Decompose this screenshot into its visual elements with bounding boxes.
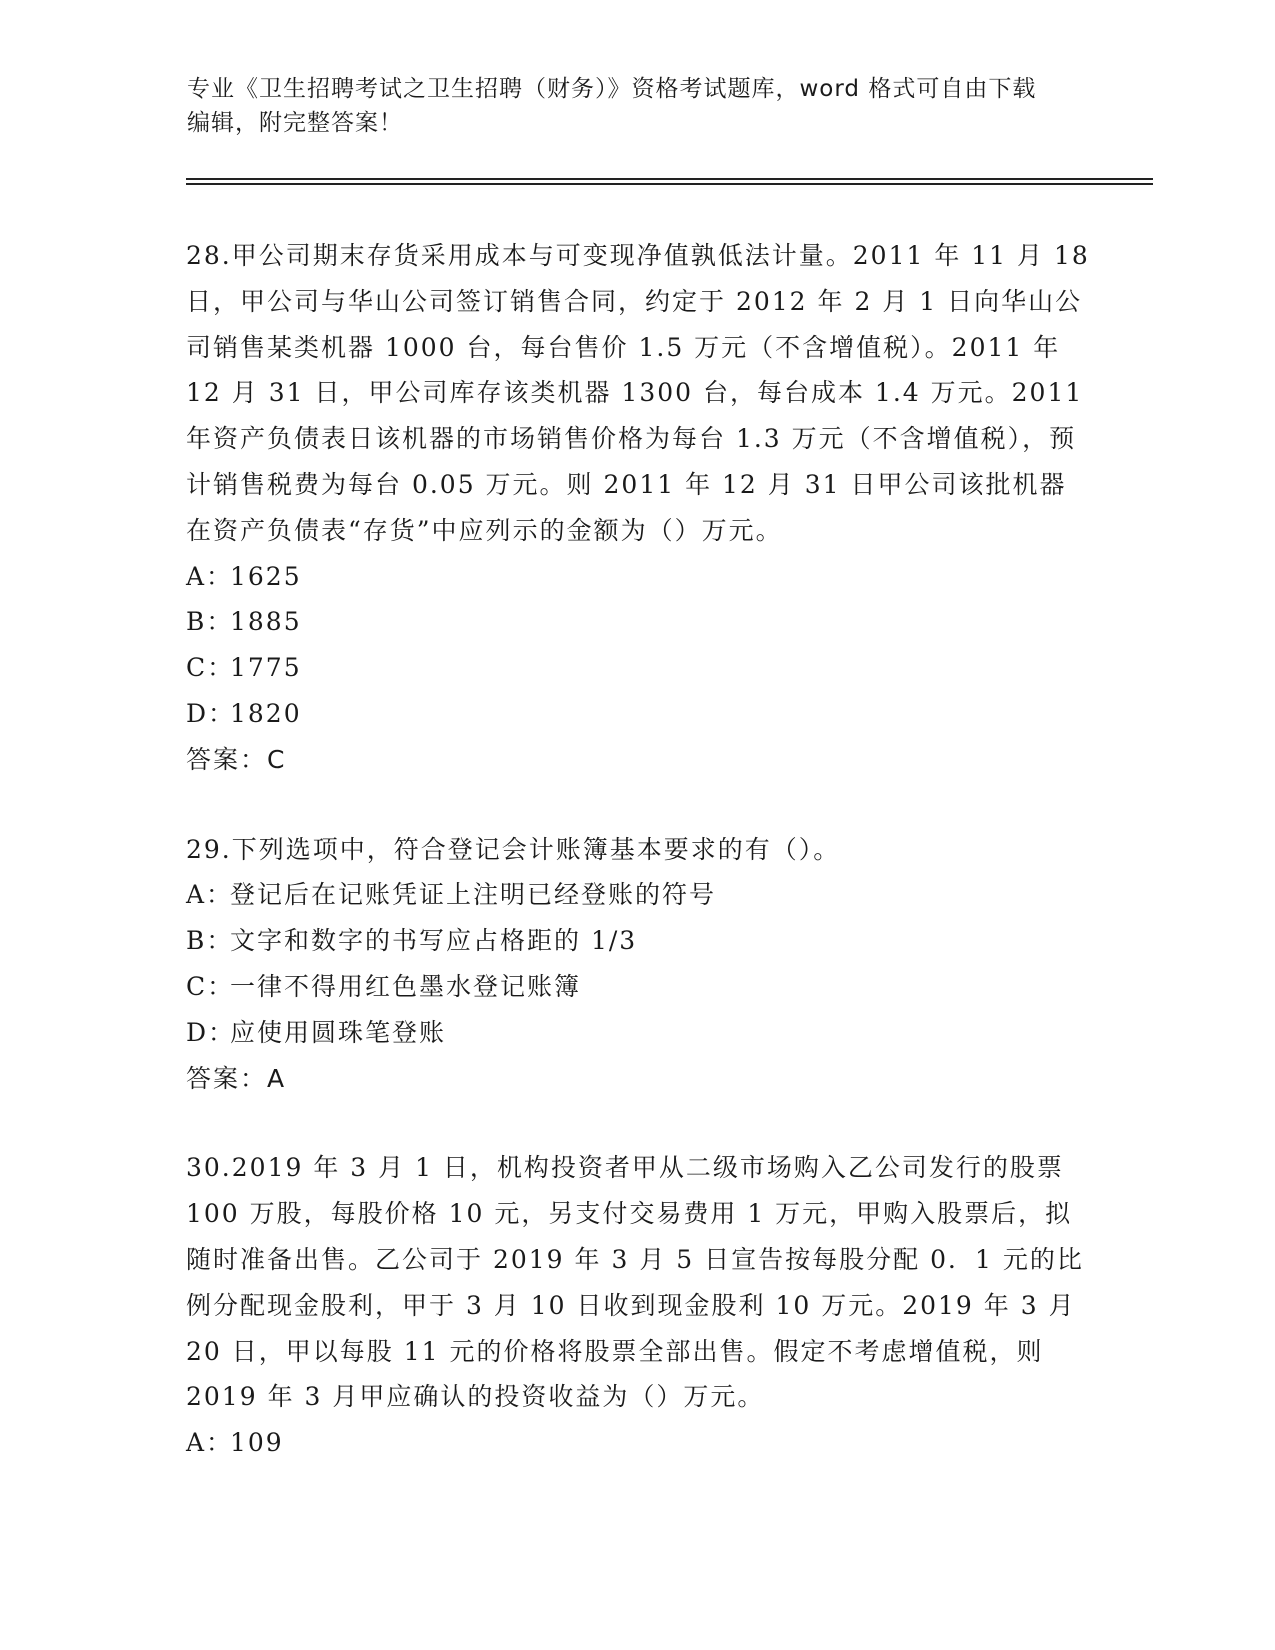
option-a [186, 554, 1091, 600]
option-letter: C： [186, 653, 235, 683]
header-divider-top [186, 178, 1153, 180]
option-text: 1625 [230, 561, 302, 591]
question-29 [186, 827, 1091, 1102]
option-letter: B： [186, 607, 234, 637]
option-text: 1885 [230, 607, 302, 637]
question-28 [186, 233, 1091, 783]
option-text: 文字和数字的书写应占格距的 1/3 [230, 926, 638, 956]
option-letter: B： [186, 926, 234, 956]
option-c [186, 964, 1091, 1010]
option-text: 1820 [230, 698, 302, 728]
question-text: 30.2019 年 3 月 1 日，机构投资者甲从二级市场购入乙公司发行的股票 100 万股，每股价格 10 元，另支付交易费用 1 万元，甲购入股票后，拟随时准备出售。乙公司于 2019 年 3 月 5 日宣告按每股分配 0．1 元的比例分配现金股利，甲于 3 月 10 日收到现金股利 10 万元。2019 年 3 月 20 日，甲以每股 11 元的价格将股票全部出售。假定不考虑增值税，则 2019 年 3 月甲应确认的投资收益为（）万元。 [186, 1153, 1084, 1412]
option-d [186, 1010, 1091, 1056]
option-c [186, 645, 1091, 691]
option-letter: A： [186, 561, 234, 591]
option-text: 1775 [230, 653, 302, 683]
option-text: 109 [230, 1428, 284, 1458]
option-text: 应使用圆珠笔登账 [230, 1017, 447, 1047]
question-list [186, 233, 1091, 1510]
option-letter: D： [186, 1017, 236, 1047]
option-letter: A： [186, 880, 234, 910]
option-b [186, 918, 1091, 964]
option-letter: C： [186, 971, 235, 1001]
header-line-1: 专业《卫生招聘考试之卫生招聘（财务）》资格考试题库，word 格式可自由下载 [187, 76, 1037, 102]
option-b [186, 599, 1091, 645]
question-30 [186, 1145, 1091, 1466]
question-text: 28.甲公司期末存货采用成本与可变现净值孰低法计量。2011 年 11 月 18 日，甲公司与华山公司签订销售合同，约定于 2012 年 2 月 1 日向华山公司销售某类机器 1000 台，每台售价 1.5 万元（不含增值税）。2011 年 12 月 31 日，甲公司库存该类机器 1300 台，每台成本 1.4 万元。2011 年资产负债表日该机器的市场销售价格为每台 1.3 万元（不含增值税），预计销售税费为每台 0.05 万元。则 2011 年 12 月 31 日甲公司该批机器在资产负债表“存货”中应列示的金额为（）万元。 [186, 241, 1090, 545]
answer-line: 答案：C [186, 744, 287, 774]
option-a [186, 872, 1091, 918]
option-letter: D： [186, 698, 236, 728]
option-text: 登记后在记账凭证上注明已经登账的符号 [230, 880, 717, 910]
header-divider-bottom [186, 183, 1153, 185]
question-text: 29.下列选项中，符合登记会计账簿基本要求的有（）。 [186, 834, 841, 864]
option-d [186, 691, 1091, 737]
document-header [187, 72, 1087, 140]
answer-line: 答案：A [186, 1063, 287, 1093]
header-line-2: 编辑，附完整答案！ [187, 110, 403, 136]
option-letter: A： [186, 1428, 234, 1458]
option-a [186, 1420, 1091, 1466]
option-text: 一律不得用红色墨水登记账簿 [230, 971, 582, 1001]
